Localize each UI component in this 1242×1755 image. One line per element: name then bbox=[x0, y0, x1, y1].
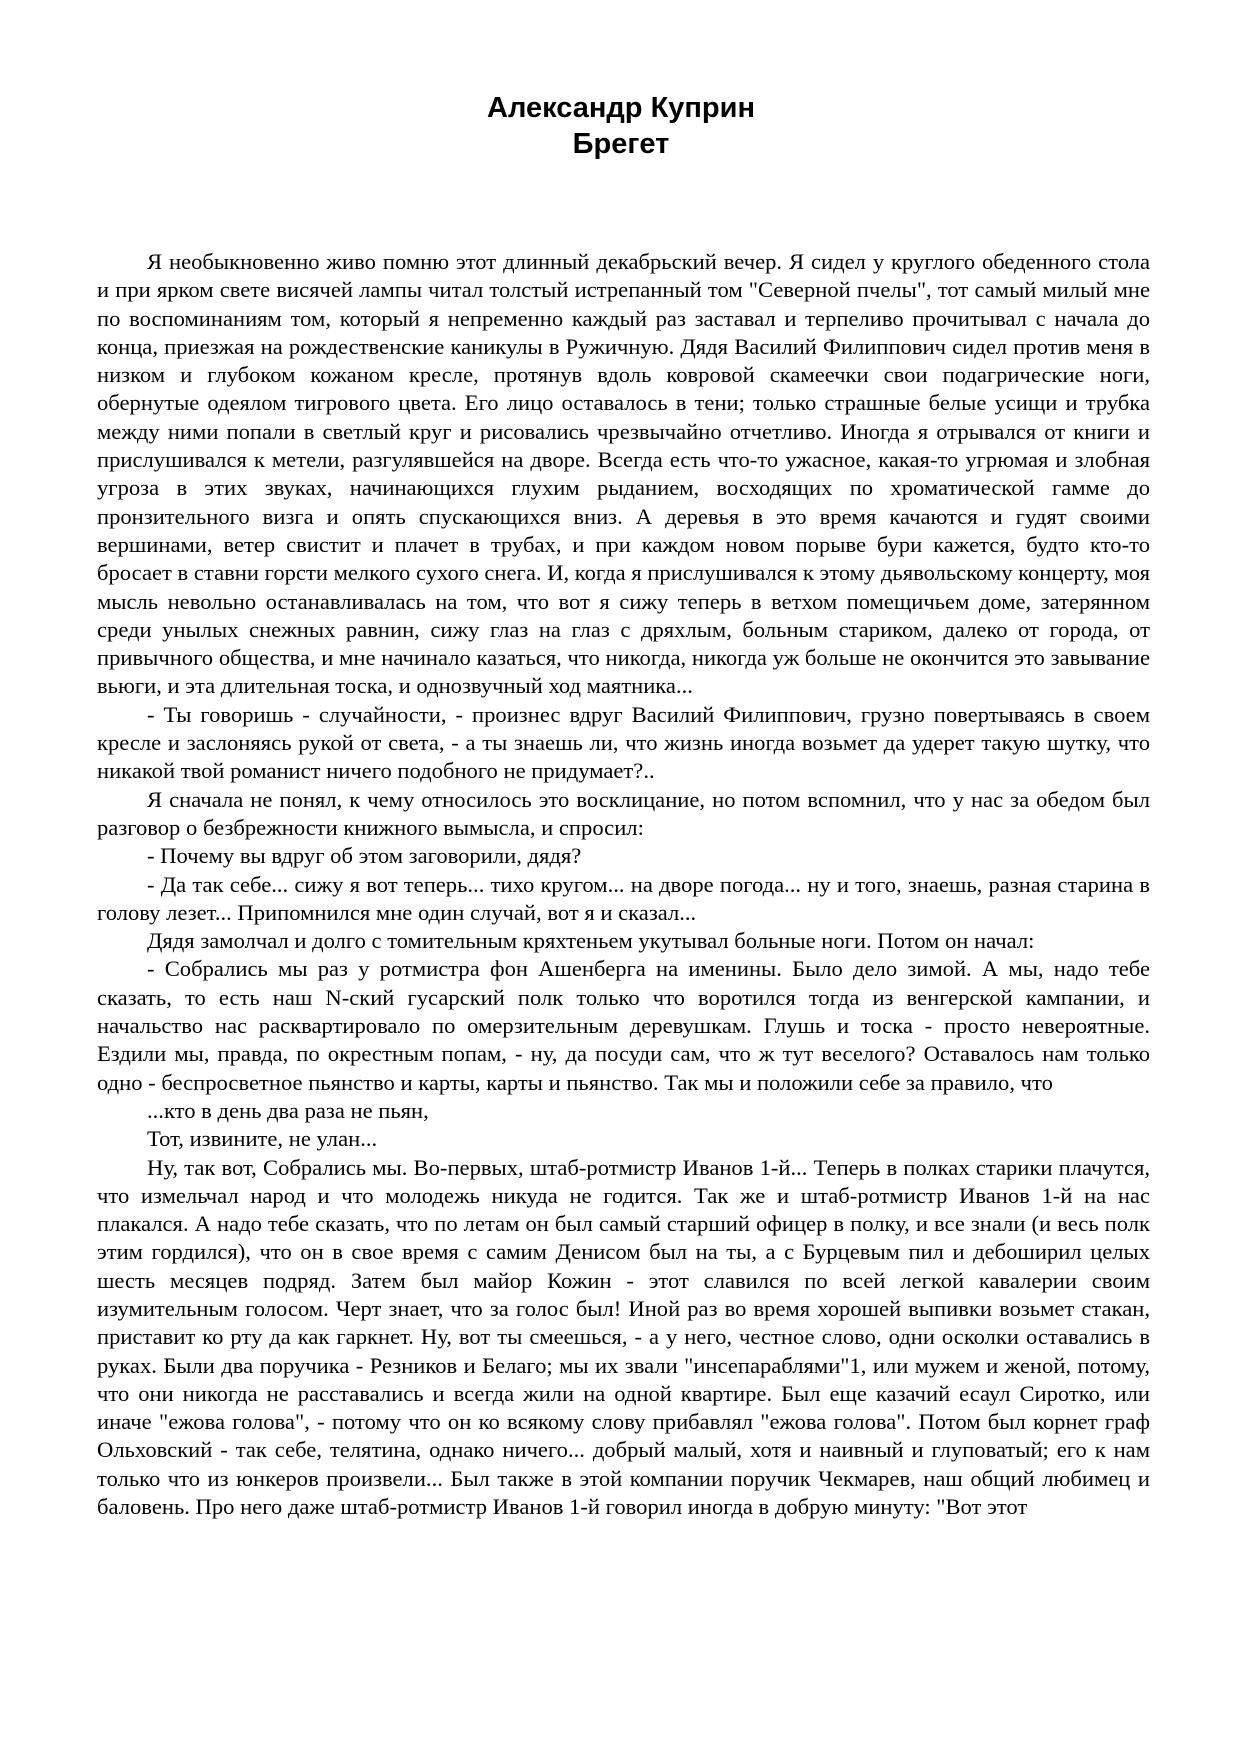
paragraph: Ну, так вот, Собрались мы. Во-первых, штаб-ротмистр Иванов 1-й... Теперь в полках старики плачутся, что измельчал народ и что молодежь никуда не годится. Так же и штаб-ротмистр Иванов 1-й на нас плакался. А надо тебе сказать, что по летам он был самый старший офицер в полку, и все знали (и весь полк этим гордился), что он в свое время с самим Денисом был на ты, а с Бурцевым пил и дебоширил целых шесть месяцев подряд. Затем был майор Кожин - этот славился по всей легкой кавалерии своим изумительным голосом. Черт знает, что за голос был! Иной раз во время хорошей выпивки возьмет стакан, приставит ко рту да как гаркнет. Ну, вот ты смеешься, - а у него, честное слово, одни осколки оставались в руках. Были два поручика - Резников и Белаго; мы их звали "инсепараблями"1, или мужем и женой, потому, что они никогда не расставались и всегда жили на одной квартире. Был еще казачий есаул Сиротко, или иначе "ежова голова", - потому что он ко всякому слову прибавлял "ежова голова". Потом был корнет граф Ольховский - так себе, телятина, однако ничего... добрый малый, хотя и наивный и глуповатый; его к нам только что из юнкеров произвели... Был также в этой компании поручик Чекмарев, наш общий любимец и баловень. Про него даже штаб-ротмистр Иванов 1-й говорил иногда в добрую минуту: "Вот этот bbox=[97, 1154, 1150, 1520]
title-block bbox=[0, 90, 1242, 162]
author-name: Александр Куприн bbox=[487, 92, 755, 124]
paragraph: Я сначала не понял, к чему относилось это восклицание, но потом вспомнил, что у нас за обедом был разговор о безбрежности книжного вымысла, и спросил: bbox=[97, 786, 1150, 840]
verse-line: Тот, извините, не улан... bbox=[147, 1126, 378, 1152]
paragraph: Дядя замолчал и долго с томительным кряхтеньем укутывал больные ноги. Потом он начал: bbox=[147, 928, 1035, 954]
paragraph: - Почему вы вдруг об этом заговорили, дядя? bbox=[147, 843, 582, 869]
story-title: Брегет bbox=[572, 128, 670, 160]
paragraph: - Ты говоришь - случайности, - произнес вдруг Василий Филиппович, грузно повертываясь в своем кресле и заслоняясь рукой от света, - а ты знаешь ли, что жизнь иногда возьмет да удерет такую шутку, что никакой твой романист ничего подобного не придумает?.. bbox=[97, 701, 1150, 784]
story-body bbox=[97, 248, 1150, 1521]
paragraph: - Собрались мы раз у ротмистра фон Ашенберга на именины. Было дело зимой. А мы, надо тебе сказать, то есть наш N-ский гусарский полк только что воротился тогда из венгерской кампании, и начальство нас расквартировало по омерзительным деревушкам. Глушь и тоска - просто невероятные. Ездили мы, правда, по окрестным попам, - ну, да посуди сам, что ж тут веселого? Оставалось нам только одно - беспросветное пьянство и карты, карты и пьянство. Так мы и положили себе за правило, что bbox=[97, 956, 1150, 1095]
paragraph: - Да так себе... сижу я вот теперь... тихо кругом... на дворе погода... ну и того, знаешь, разная старина в голову лезет... Припомнился мне один случай, вот я и сказал... bbox=[97, 871, 1150, 925]
paragraph: Я необыкновенно живо помню этот длинный декабрьский вечер. Я сидел у круглого обеденного стола и при ярком свете висячей лампы читал толстый истрепанный том "Северной пчелы", тот самый милый мне по воспоминаниям том, который я непременно каждый раз заставал и терпеливо прочитывал с начала до конца, приезжая на рождественские каникулы в Ружичную. Дядя Василий Филиппович сидел против меня в низком и глубоком кожаном кресле, протянув вдоль ковровой скамеечки свои подагрические ноги, обернутые одеялом тигрового цвета. Его лицо оставалось в тени; только страшные белые усищи и трубка между ними попали в светлый круг и рисовались чрезвычайно отчетливо. Иногда я отрывался от книги и прислушивался к метели, разгулявшейся на дворе. Всегда есть что-то ужасное, какая-то угрюмая и злобная угроза в этих звуках, начинающихся глухим рыданием, восходящих по хроматической гамме до пронзительного визга и опять спускающихся вниз. А деревья в это время качаются и гудят своими вершинами, ветер свистит и плачет в трубах, и при каждом новом порыве бури кажется, будто кто-то бросает в ставни горсти мелкого сухого снега. И, когда я прислушивался к этому дьявольскому концерту, моя мысль невольно останавливалась на том, что вот я сижу теперь в ветхом помещичьем доме, затерянном среди унылых снежных равнин, сижу глаз на глаз с дряхлым, больным стариком, далеко от города, от привычного общества, и мне начинало казаться, что никогда, никогда уж больше не окончится это завывание вьюги, и эта длительная тоска, и однозвучный ход маятника... bbox=[97, 249, 1150, 699]
verse-line: ...кто в день два раза не пьян, bbox=[147, 1097, 429, 1123]
